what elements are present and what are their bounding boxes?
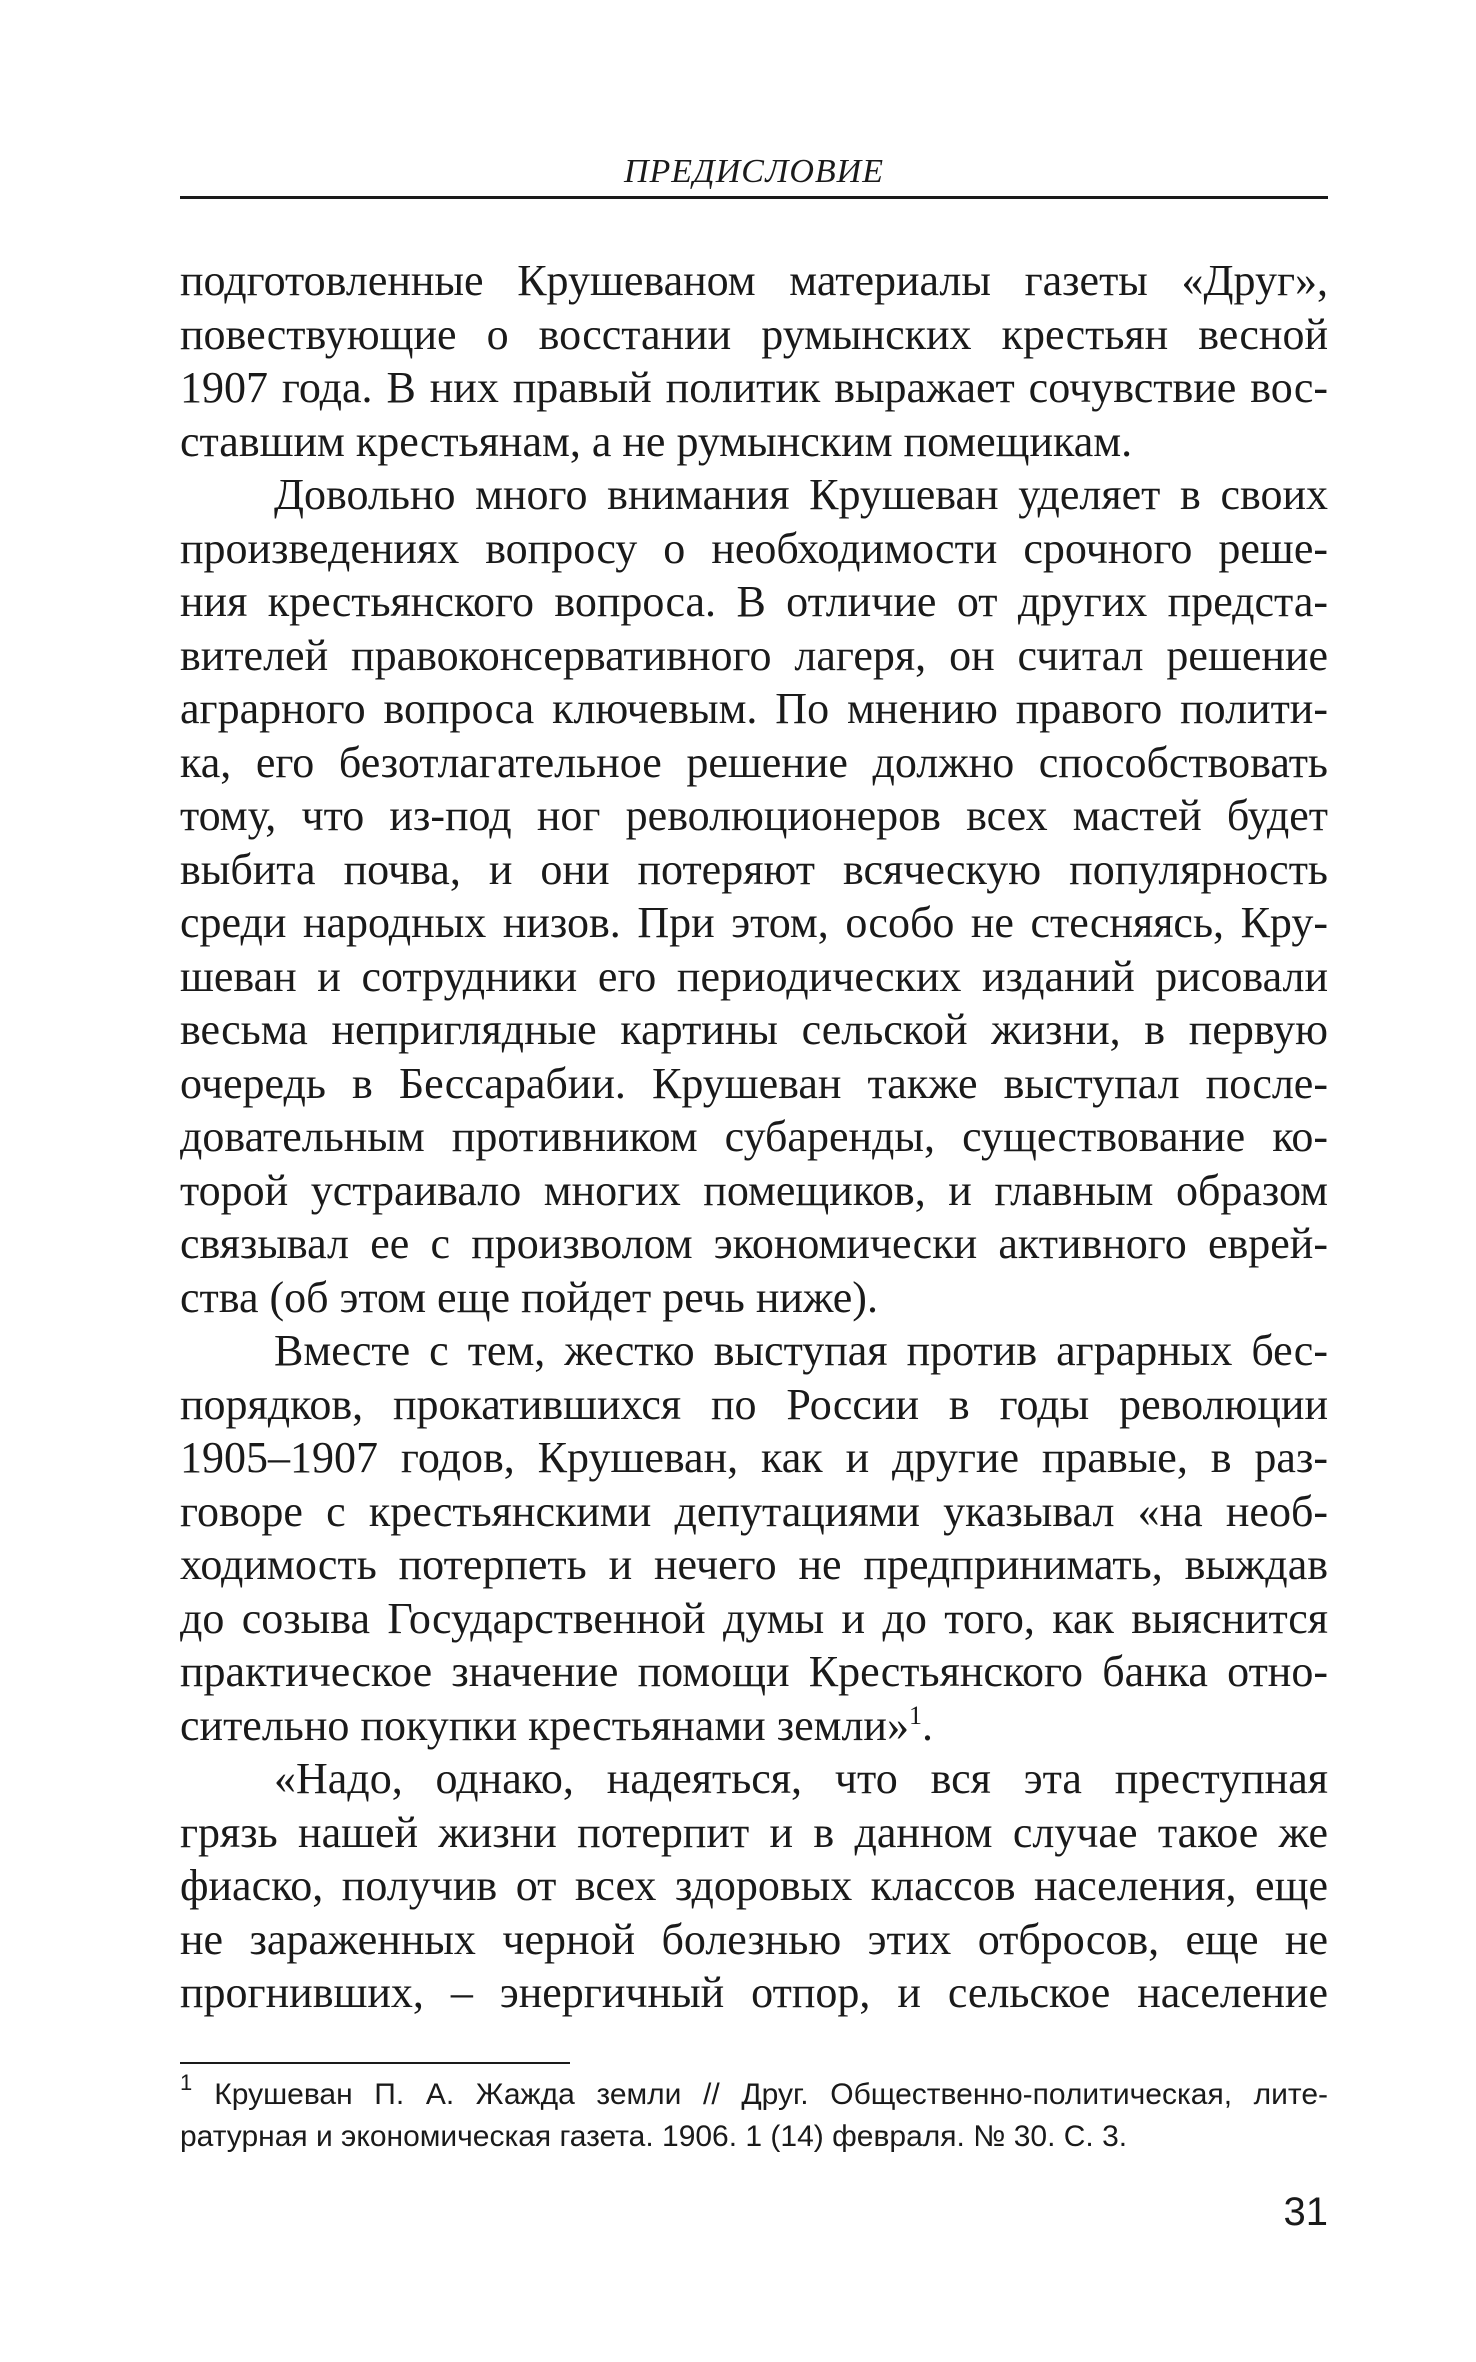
footnote-line (180, 2070, 1328, 2116)
header-rule (180, 196, 1328, 199)
text-line: до созыва Государственной думы и до того, как выяснится (180, 1593, 1328, 1643)
text-line: 1907 года. В них правый политик выражает сочувствие вос- (180, 363, 1328, 412)
text-line: ства (об этом еще пойдет речь ниже). (180, 1272, 878, 1322)
text-line: 1905–1907 годов, Крушеван, как и другие правые, в раз- (180, 1433, 1328, 1482)
text-line: Вместе с тем, жестко выступая против аграрных бес- (274, 1326, 1328, 1375)
text-line: среди народных низов. При этом, особо не стесняясь, Кру- (180, 898, 1328, 947)
running-header: ПРЕДИСЛОВИЕ (623, 153, 885, 190)
text-line: Довольно много внимания Крушеван уделяет в своих (274, 470, 1328, 519)
text-line: связывал ее с произволом экономически активного еврей- (180, 1219, 1328, 1268)
text-line-with-footnote-ref (180, 1699, 1328, 1753)
text-line: весьма неприглядные картины сельской жизни, в первую (180, 1005, 1328, 1054)
text-line: очередь в Бессарабии. Крушеван также выступал после- (180, 1058, 1328, 1108)
page-number: 31 (1283, 2190, 1328, 2234)
text-line: повествующие о восстании румынских крестьян весной (180, 309, 1328, 359)
text-line: ния крестьянского вопроса. В отличие от других предста- (180, 577, 1328, 626)
text-line: порядков, прокатившихся по России в годы революции (180, 1379, 1328, 1429)
text-line: подготовленные Крушеваном материалы газеты «Друг», (180, 256, 1328, 305)
text-line: фиаско, получив от всех здоровых классов населения, еще (180, 1861, 1328, 1910)
footnote (180, 2070, 1328, 2158)
footnote-number: 1 (180, 2070, 193, 2095)
text-line: не зараженных черной болезнью этих отбросов, еще не (180, 1914, 1328, 1964)
text-line: торой устраивало многих помещиков, и главным образом (180, 1165, 1328, 1215)
footnote-reference: 1 (908, 1700, 922, 1730)
main-text (180, 254, 1328, 2020)
text-line: шеван и сотрудники его периодических изданий рисовали (180, 951, 1328, 1001)
text-line: ставшим крестьянам, а не румынским помещикам. (180, 416, 1133, 466)
sentence-period: . (921, 1700, 933, 1750)
text-line: аграрного вопроса ключевым. По мнению правого полити- (180, 684, 1328, 733)
text-line: практическое значение помощи Крестьянского банка отно- (180, 1647, 1328, 1696)
text-line-content: сительно покупки крестьянами земли» (180, 1700, 909, 1750)
text-line: вителей правоконсервативного лагеря, он считал решение (180, 630, 1328, 680)
text-line: выбита почва, и они потеряют всяческую популярность (180, 844, 1328, 894)
text-line: прогнивших, – энергичный отпор, и сельское население (180, 1968, 1328, 2017)
text-line: ка, его безотлагательное решение должно способствовать (180, 737, 1328, 787)
footnote-line: ратурная и экономическая газета. 1906. 1 (14) февраля. № 30. С. 3. (180, 2120, 1128, 2153)
text-line: довательным противником субаренды, существование ко- (180, 1112, 1328, 1161)
text-line: говоре с крестьянскими депутациями указывал «на необ- (180, 1486, 1328, 1536)
footnote-separator (180, 2062, 570, 2064)
text-line: тому, что из-под ног революционеров всех мастей будет (180, 791, 1328, 840)
text-line: ходимость потерпеть и нечего не предпринимать, выждав (180, 1540, 1328, 1589)
text-line: «Надо, однако, надеяться, что вся эта преступная (274, 1754, 1328, 1803)
text-line: грязь нашей жизни потерпит и в данном случае такое же (180, 1807, 1328, 1857)
text-line: произведениях вопросу о необходимости срочного реше- (180, 523, 1328, 573)
footnote-text: Крушеван П. А. Жажда земли // Друг. Общественно-политическая, лите- (214, 2078, 1328, 2111)
